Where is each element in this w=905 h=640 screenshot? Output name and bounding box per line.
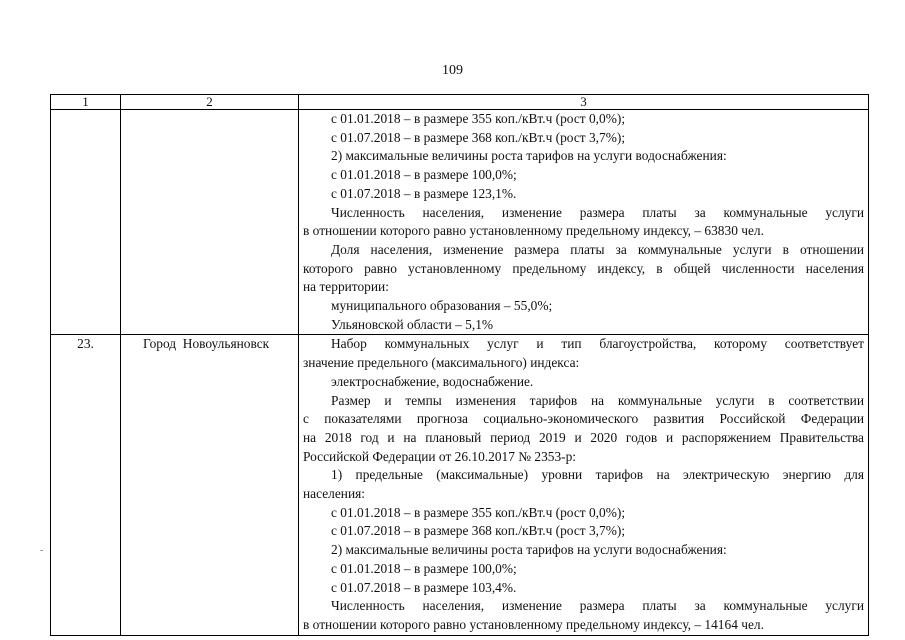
text-line: Размер и темпы изменения тарифов на коммунальные услуги в соответствии xyxy=(331,392,864,408)
text-line: Российской Федерации от 26.10.2017 № 2353-р: xyxy=(303,448,577,464)
text-line: с 01.07.2018 – в размере 123,1%. xyxy=(331,185,517,201)
table-row-previous xyxy=(51,110,869,335)
header-col-2: 2 xyxy=(121,95,299,110)
row-23-name: Город Новоульяновск xyxy=(121,335,299,635)
text-line: Ульяновской области – 5,1% xyxy=(331,316,494,332)
text-line: населения: xyxy=(303,486,365,502)
text-line: Доля населения, изменение размера платы за коммунальные услуги в отношении xyxy=(331,241,864,257)
text-line: в отношении которого равно установленному предельному индексу, – 63830 чел. xyxy=(303,223,764,239)
text-line: Численность населения, изменение размера платы за коммунальные услуги xyxy=(331,204,864,220)
header-col-1: 1 xyxy=(51,95,121,110)
text-line: которого равно установленному предельному индексу, в общей численности населения xyxy=(303,260,864,276)
text-line: с 01.01.2018 – в размере 355 коп./кВт.ч (рост 0,0%); xyxy=(331,111,626,126)
row-23-content-cell xyxy=(299,335,869,635)
text-line: с 01.01.2018 – в размере 100,0%; xyxy=(331,167,517,183)
text-line: на территории: xyxy=(303,279,389,295)
text-line: 2) максимальные величины роста тарифов на услуги водоснабжения: xyxy=(331,542,727,558)
text-line: с показателями прогноза социально-экономического развития Российской Федерации xyxy=(303,411,864,427)
text-line: Набор коммунальных услуг и тип благоустройства, которому соответствует xyxy=(331,336,864,352)
text-line: с 01.07.2018 – в размере 103,4%. xyxy=(331,579,517,595)
text-line: 2) максимальные величины роста тарифов на услуги водоснабжения: xyxy=(331,148,727,164)
table-header-row xyxy=(51,95,869,110)
text-line: муниципального образования – 55,0%; xyxy=(331,298,553,314)
text-line: с 01.01.2018 – в размере 355 коп./кВт.ч (рост 0,0%); xyxy=(331,504,626,520)
text-line: с 01.07.2018 – в размере 368 коп./кВт.ч (рост 3,7%); xyxy=(331,523,626,539)
text-line: электроснабжение, водоснабжение. xyxy=(331,373,534,389)
text-line: с 01.07.2018 – в размере 368 коп./кВт.ч (рост 3,7%); xyxy=(331,129,626,145)
table-row-23 xyxy=(51,335,869,635)
text-line: с 01.01.2018 – в размере 100,0%; xyxy=(331,560,517,576)
text-line: 1) предельные (максимальные) уровни тарифов на электрическую энергию для xyxy=(331,467,864,483)
row-prev-name-cell xyxy=(121,110,299,335)
row-23-number: 23. xyxy=(51,335,121,635)
text-line: на 2018 год и на плановый период 2019 и 2020 годов и распоряжением Правительства xyxy=(303,429,864,445)
margin-mark: - xyxy=(40,545,44,556)
text-line: значение предельного (максимального) индекса: xyxy=(303,355,580,371)
page-number: 109 xyxy=(442,63,463,78)
row-prev-content-cell xyxy=(299,110,869,335)
row-prev-number-cell xyxy=(51,110,121,335)
tariff-table xyxy=(50,94,869,636)
header-col-3: 3 xyxy=(299,95,869,110)
text-line: Численность населения, изменение размера платы за коммунальные услуги xyxy=(331,598,864,614)
text-line: в отношении которого равно установленному предельному индексу, – 14164 чел. xyxy=(303,616,764,632)
